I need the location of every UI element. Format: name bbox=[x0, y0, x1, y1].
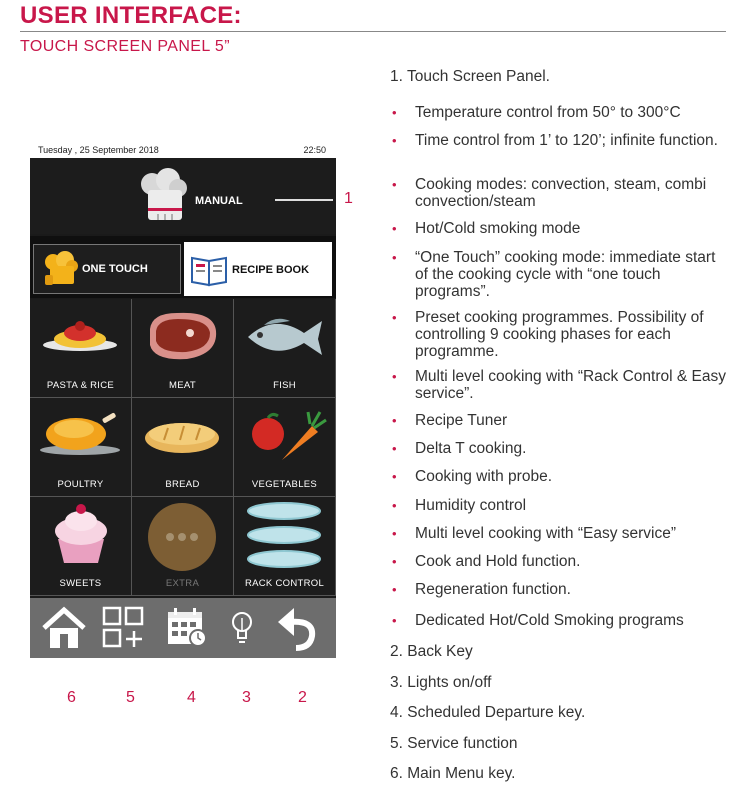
category-bread[interactable] bbox=[132, 398, 233, 496]
title-divider bbox=[20, 31, 726, 32]
pasta-icon bbox=[30, 299, 131, 374]
callout-number: 1 bbox=[344, 190, 353, 207]
category-label: BREAD bbox=[165, 479, 200, 490]
callout-line-manual bbox=[275, 199, 333, 201]
vegetables-icon bbox=[234, 398, 335, 473]
recipe-book-label: RECIPE BOOK bbox=[232, 264, 310, 276]
manual-label: MANUAL bbox=[195, 195, 243, 207]
one-touch-button[interactable] bbox=[33, 244, 181, 294]
category-label: POULTRY bbox=[57, 479, 104, 490]
category-vegetables[interactable] bbox=[234, 398, 335, 496]
more-dots-icon bbox=[132, 497, 233, 572]
status-bar bbox=[30, 142, 336, 158]
status-date: Tuesday , 25 September 2018 bbox=[38, 145, 159, 155]
feature-item: 4. Scheduled Departure key. bbox=[390, 704, 586, 721]
callout-number: 4 bbox=[187, 689, 196, 706]
category-grid bbox=[30, 299, 336, 596]
mode-row bbox=[30, 236, 336, 298]
plates-stack-icon bbox=[234, 497, 335, 577]
feature-item: 5. Service function bbox=[390, 735, 518, 752]
category-pasta-rice[interactable] bbox=[30, 299, 131, 397]
bottom-toolbar bbox=[30, 598, 336, 658]
calendar-clock-icon[interactable] bbox=[166, 606, 210, 650]
category-label: VEGETABLES bbox=[251, 479, 318, 490]
poultry-icon bbox=[30, 398, 131, 473]
fish-icon bbox=[234, 299, 335, 374]
recipe-book-icon bbox=[190, 252, 230, 288]
category-sweets[interactable] bbox=[30, 497, 131, 595]
feature-item: 6. Main Menu key. bbox=[390, 765, 516, 782]
category-label: PASTA & RICE bbox=[46, 380, 115, 391]
category-label: EXTRA bbox=[165, 578, 200, 589]
service-grid-icon[interactable] bbox=[102, 606, 146, 650]
feature-item: 2. Back Key bbox=[390, 643, 473, 660]
callout-number: 3 bbox=[242, 689, 251, 706]
home-icon[interactable] bbox=[40, 604, 88, 652]
category-label: MEAT bbox=[169, 380, 196, 391]
category-extra[interactable] bbox=[132, 497, 233, 595]
category-poultry[interactable] bbox=[30, 398, 131, 496]
chef-hat-icon bbox=[134, 168, 194, 228]
category-label: FISH bbox=[273, 380, 296, 391]
category-fish[interactable] bbox=[234, 299, 335, 397]
manual-button[interactable] bbox=[30, 158, 336, 234]
category-rack-control[interactable] bbox=[234, 497, 335, 595]
meat-icon bbox=[132, 299, 233, 374]
callout-number: 5 bbox=[126, 689, 135, 706]
one-touch-label: ONE TOUCH bbox=[82, 263, 148, 275]
bread-icon bbox=[132, 398, 233, 473]
one-touch-hat-icon bbox=[40, 251, 80, 287]
page-subtitle: TOUCH SCREEN PANEL 5” bbox=[20, 38, 230, 55]
callout-number: 6 bbox=[67, 689, 76, 706]
lightbulb-icon[interactable] bbox=[228, 608, 258, 652]
category-label: RACK CONTROL bbox=[244, 578, 325, 589]
category-label: SWEETS bbox=[59, 578, 102, 589]
category-meat[interactable] bbox=[132, 299, 233, 397]
touch-panel bbox=[30, 142, 336, 658]
callout-number: 2 bbox=[298, 689, 307, 706]
feature-heading: 1. Touch Screen Panel. bbox=[390, 68, 550, 85]
page-title: USER INTERFACE: bbox=[20, 2, 242, 29]
recipe-book-button[interactable] bbox=[184, 242, 332, 296]
feature-item: 3. Lights on/off bbox=[390, 674, 492, 691]
status-time: 22:50 bbox=[303, 145, 326, 155]
back-arrow-icon[interactable] bbox=[276, 604, 320, 652]
cupcake-icon bbox=[30, 497, 131, 572]
